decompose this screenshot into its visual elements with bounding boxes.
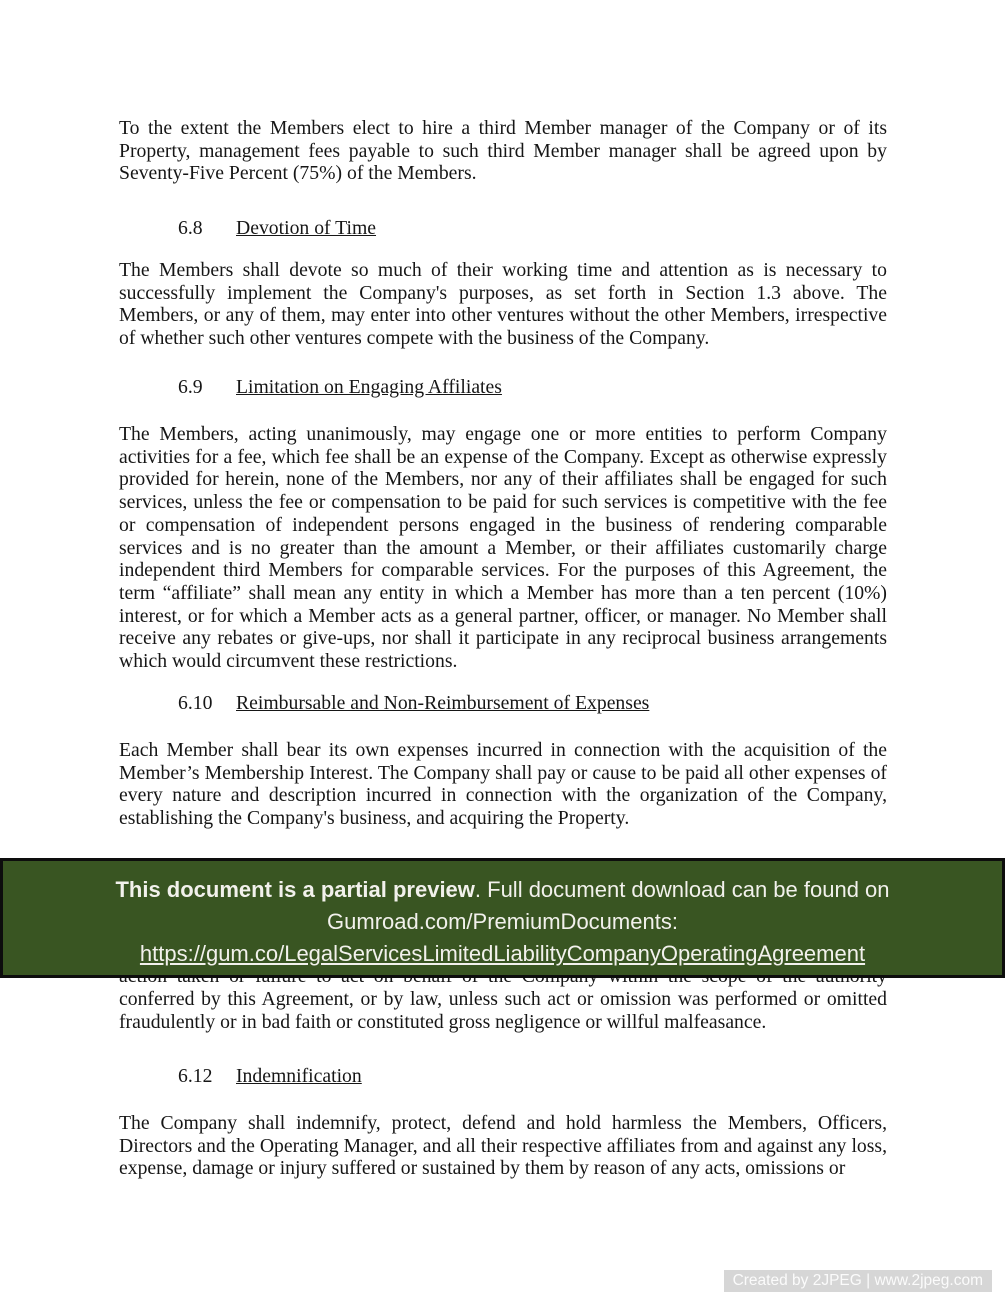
preview-download-link[interactable]: https://gum.co/LegalServicesLimitedLiabilityCompanyOperatingAgreement: [139, 941, 866, 966]
section-title: Indemnification: [236, 1065, 362, 1087]
preview-banner-line2: Gumroad.com/PremiumDocuments:: [327, 909, 678, 934]
section-heading-6-9: [119, 376, 946, 399]
section-heading-6-8: [119, 217, 946, 240]
preview-banner-line3: [3, 938, 1002, 970]
section-number: 6.10: [178, 692, 213, 714]
section-heading-6-12: [119, 1065, 946, 1088]
section-number: 6.12: [178, 1065, 213, 1087]
section-number: 6.9: [178, 376, 203, 398]
partial-preview-banner: [0, 858, 1005, 978]
section-body-6-10: Each Member shall bear its own expenses incurred in connection with the acquisition of the Member’s Membership Interest. The Company shall pay or cause to be paid all other expenses of every nature and description incurred in connection with the organization of the Company, establishing the Company's business, and acquiring the Property.: [119, 739, 887, 830]
section-title: Reimbursable and Non-Reimbursement of Expenses: [236, 692, 650, 714]
intro-paragraph: To the extent the Members elect to hire a third Member manager of the Company or of its Property, management fees payable to such third Member manager shall be agreed upon by Seventy-Five Percent (75%) of the Members.: [119, 117, 887, 185]
section-body-6-12: The Company shall indemnify, protect, defend and hold harmless the Members, Officers, Directors and the Operating Manager, and all their respective affiliates from and against any loss, expense, damage or injury suffered or sustained by them by reason of any acts, omissions or: [119, 1112, 887, 1180]
section-heading-6-10: [119, 692, 946, 715]
preview-banner-bold-text: This document is a partial preview: [115, 877, 475, 902]
obscured-paragraph-rest: conferred by this Agreement, or by law, unless such act or omission was performed or omitted fraudulently or in bad faith or constituted gross negligence or willful malfeasance.: [119, 988, 887, 1033]
section-number: 6.8: [178, 217, 203, 239]
section-title: Limitation on Engaging Affiliates: [236, 376, 502, 398]
preview-banner-regular-text: . Full document download can be found on: [474, 877, 890, 902]
creator-watermark: Created by 2JPEG | www.2jpeg.com: [724, 1270, 992, 1292]
section-body-6-9: The Members, acting unanimously, may engage one or more entities to perform Company activities for a fee, which fee shall be an expense of the Company. Except as otherwise expressly provided for herein, none of the Members, nor any of their affiliates shall be engaged for such services, unless the fee or compensation to be paid for such services is competitive with the fee or compensation of independent persons engaged in the business of rendering comparable services and is no greater than the amount a Member, or their affiliates customarily charge independent third Members for comparable services. For the purposes of this Agreement, the term “affiliate” shall mean any entity in which a Member has more than a ten percent (10%) interest, or for which a Member acts as a general partner, officer, or manager. No Member shall receive any rebates or give-ups, nor shall it participate in any reciprocal business arrangements which would circumvent these restrictions.: [119, 423, 887, 673]
section-title: Devotion of Time: [236, 217, 377, 239]
section-body-6-8: The Members shall devote so much of their working time and attention as is necessary to successfully implement the Company's purposes, as set forth in Section 1.3 above. The Members, or any of them, may enter into other ventures without the other Members, irrespective of whether such other ventures compete with the business of the Company.: [119, 259, 887, 350]
preview-banner-line1: [3, 874, 1002, 906]
